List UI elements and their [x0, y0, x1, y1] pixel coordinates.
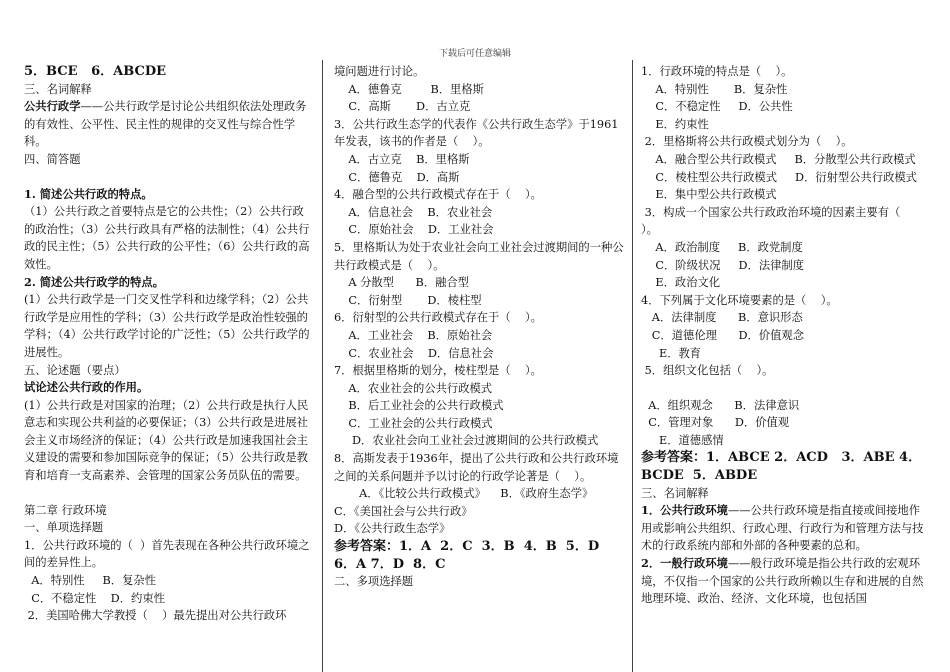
- term-definition: ——般行政环境是指公共行政的宏观环境，不仅指一个国家的公共行政所赖以生存和进展的自然地理环境、政治、经济、文化环境，也包括国: [641, 557, 924, 606]
- text-line: 7．根据里格斯的划分，棱柱型是（ ）。: [334, 364, 542, 378]
- text-line: 1. 简述公共行政的特点。: [24, 186, 153, 201]
- column-divider: [322, 60, 323, 672]
- text-line: 二、多项选择题: [334, 575, 414, 589]
- text-line: 4．融合型的公共行政模式存在于（ ）。: [334, 188, 542, 202]
- text-line: B．后工业社会的公共行政模式: [334, 399, 504, 413]
- text-line: A．特别性 B．复杂性: [641, 82, 788, 96]
- text-line: A．德鲁克 B．里格斯: [334, 82, 484, 96]
- text-line: 境问题进行讨论。: [334, 65, 425, 78]
- text-line: C．工业社会的公共行政模式: [334, 416, 493, 430]
- text-line: [641, 502, 926, 555]
- text-line: E．集中型公共行政模式: [641, 188, 777, 202]
- text-line: A．古立克 B．里格斯: [334, 152, 470, 166]
- text-line: A．农业社会的公共行政模式: [334, 381, 493, 395]
- blank-line: [24, 485, 314, 502]
- page-header: 下载后可任意编辑: [438, 49, 511, 59]
- text-line: 四、简答题: [24, 152, 81, 166]
- text-line: C．原始社会 D．工业社会: [334, 223, 494, 237]
- column-right: [641, 63, 926, 608]
- text-line: （1）公共行政之首要特点是它的公共性；（2）公共行政的政治性；（3）公共行政具有严格的法制性；（4）公共行政的民主性；（5）公共行政的公平性；（6）公共行政的高效性。: [24, 205, 310, 271]
- text-line: A．政治制度 B．政党制度: [641, 240, 803, 254]
- text-line: C．《美国社会与公共行政》: [334, 504, 473, 518]
- column-divider: [632, 60, 633, 672]
- text-line: A 分散型 B．融合型: [334, 276, 470, 290]
- text-line: E．道德感情: [641, 433, 724, 447]
- text-line: 试论述公共行政的作用。: [24, 380, 149, 395]
- text-line: 2．里格斯将公共行政模式划分为（ ）。: [641, 135, 853, 149]
- text-line: E．教育: [641, 346, 702, 360]
- text-line: C．不稳定性 D．公共性: [641, 100, 793, 114]
- term-definition: ——公共行政学是讨论公共组织依法处理政务的有效性、公平性、民主性的规律的交叉性与综合性学科。: [24, 100, 307, 149]
- text-line: A．《比较公共行政模式》 B．《政府生态学》: [334, 487, 594, 501]
- text-line: A．组织观念 B．法律意识: [641, 398, 800, 412]
- text-line: 5．BCE 6．ABCDE: [24, 64, 166, 79]
- text-line: 2．美国哈佛大学教授（ ）最先提出对公共行政环: [24, 609, 287, 623]
- text-line: 6．衍射型的公共行政模式存在于（ ）。: [334, 311, 542, 325]
- text-line: E．政治文化: [641, 276, 721, 290]
- text-line: C．农业社会 D．信息社会: [334, 346, 494, 360]
- column-middle: [334, 63, 624, 591]
- text-line: 2. 简述公共行政学的特点。: [24, 274, 164, 289]
- text-line: 五、论述题（要点）: [24, 363, 126, 377]
- text-line: 第二章 行政环境: [24, 503, 107, 517]
- text-line: 5．组织文化包括（ ）。: [641, 364, 774, 378]
- text-line: 参考答案：1．A 2．C 3．B 4．B 5．D 6．A 7．D 8．C: [334, 539, 609, 572]
- term-label: 2．一般行政环境: [641, 556, 728, 571]
- text-line: 1．行政环境的特点是（ ）。: [641, 65, 793, 78]
- term-label: 公共行政学: [24, 99, 81, 114]
- text-line: 3．构成一个国家公共行政政治环境的因素主要有（ ）。: [641, 205, 915, 237]
- text-line: 1．公共行政环境的（ ）首先表现在各种公共行政环境之间的差异性上。: [24, 538, 310, 570]
- text-line: [24, 98, 314, 151]
- text-line: A．信息社会 B．农业社会: [334, 205, 493, 219]
- blank-line: [641, 380, 926, 397]
- text-line: (1）公共行政是对国家的治理；（2）公共行政是执行人民意志和实现公共利益的必要保证；（3）公共行政是进展社会主义市场经济的保证；（4）公共行政是加速我国社会主义建设的需要和参加国际竞争的保证；（5）公共行政是教育和培育一支高素养、会管理的国家公务员队伍的需要。: [24, 398, 309, 483]
- text-line: C．衍射型 D．棱柱型: [334, 293, 482, 307]
- text-line: [641, 555, 926, 608]
- text-line: C．不稳定性 D．约束性: [24, 591, 165, 605]
- text-line: D．《公共行政生态学》: [334, 522, 451, 536]
- text-line: C．管理对象 D．价值观: [641, 416, 790, 430]
- text-line: 3．公共行政生态学的代表作《公共行政生态学》于1961年发表，该书的作者是（ ）。: [334, 117, 619, 149]
- text-line: C．棱柱型公共行政模式 D．衍射型公共行政模式: [641, 170, 917, 184]
- text-line: 三、名词解释: [641, 486, 709, 500]
- text-line: C．德鲁克 D．高斯: [334, 170, 460, 184]
- text-line: 4．下列属于文化环境要素的是（ ）。: [641, 293, 838, 307]
- text-line: 5．里格斯认为处于农业社会向工业社会过渡期间的一种公共行政模式是（ ）。: [334, 240, 624, 272]
- text-line: 三、名词解释: [24, 82, 92, 96]
- text-line: A．法律制度 B．意识形态: [641, 311, 803, 325]
- text-line: A．融合型公共行政模式 B．分散型公共行政模式: [641, 152, 916, 166]
- text-line: E．约束性: [641, 117, 709, 131]
- blank-line: [24, 169, 314, 186]
- text-line: A．工业社会 B．原始社会: [334, 328, 493, 342]
- text-line: C．高斯 D．古立克: [334, 100, 471, 114]
- text-line: C．道德伦理 D．价值观念: [641, 328, 804, 342]
- column-left: [24, 63, 314, 625]
- text-line: A．特别性 B．复杂性: [24, 574, 156, 588]
- text-line: D．农业社会向工业社会过渡期间的公共行政模式: [334, 434, 599, 448]
- term-label: 1．公共行政环境: [641, 503, 728, 518]
- term-definition: ——公共行政环境是指直接或间接地作用或影响公共组织、行政心理、行政行为和管理方法与技术的行政系统内部和外部的各种要素的总和。: [641, 504, 924, 553]
- text-line: C．阶级状况 D．法律制度: [641, 258, 805, 272]
- text-line: 一、单项选择题: [24, 521, 104, 535]
- text-line: 8．高斯发表于1936年，提出了公共行政和公共行政环境之间的关系问题并予以讨论的行政学论著是（ ）。: [334, 452, 619, 483]
- text-line: 参考答案：1．ABCE 2．ACD 3．ABE 4．BCDE 5．ABDE: [641, 450, 922, 484]
- text-line: (1）公共行政学是一门交叉性学科和边缘学科；（2）公共行政学是应用性的学科；（3）公共行政学是政治性较强的学科；（4）公共行政学讨论的广泛性；（5）公共行政学的进展性。: [24, 293, 310, 359]
